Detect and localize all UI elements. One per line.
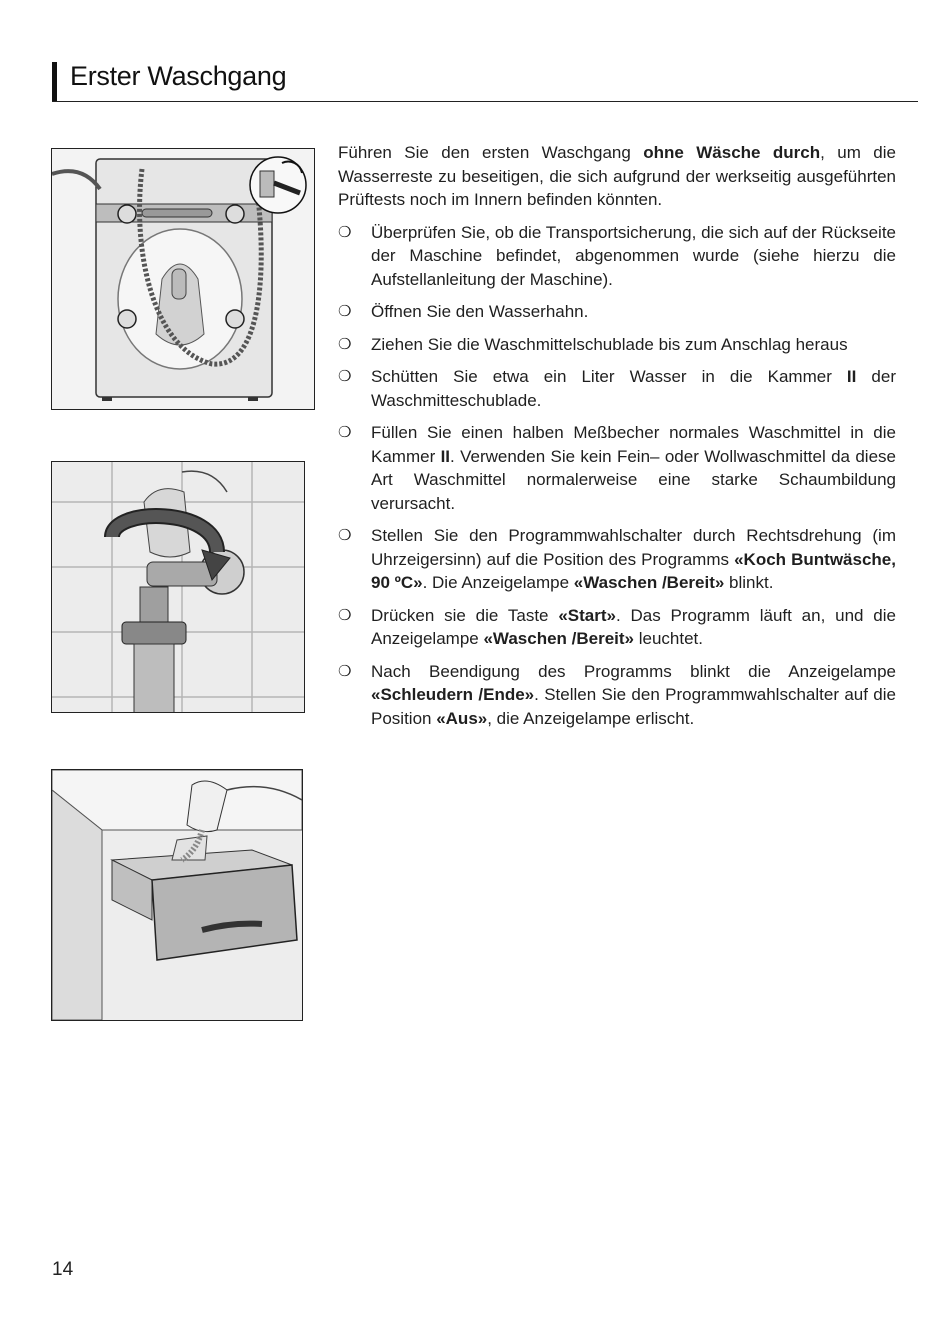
step-text: , die Anzeigelampe erlischt. (487, 708, 695, 728)
step-text: . Die Anzeigelampe (422, 573, 574, 592)
water-tap-illustration (52, 462, 304, 712)
page-number: 14 (52, 1259, 74, 1280)
bullet-circle-icon: ❍ (338, 223, 352, 241)
list-item (338, 604, 896, 651)
list-item (338, 524, 896, 595)
step-text: blinkt. (724, 573, 774, 592)
step-text: Überprüfen Sie, ob die Transportsicherung, die sich auf der Rückseite der Maschine befindet, abgenommen wurde (siehe hierzu die Aufstellanleitung der Maschine). (371, 222, 896, 289)
bullet-circle-icon: ❍ (338, 527, 352, 544)
step-text: Schütten Sie etwa ein Liter Wasser in die Kammer (371, 367, 847, 386)
intro-text: Führen Sie den ersten Waschgang (338, 143, 644, 162)
list-item (338, 660, 896, 731)
step-text: Ziehen Sie die Waschmittelschublade bis zum Anschlag heraus (371, 334, 848, 354)
step-emphasis: II (440, 446, 451, 466)
step-emphasis: «Aus» (436, 708, 488, 728)
washing-machine-back-illustration (52, 149, 314, 409)
bullet-circle-icon: ❍ (338, 335, 352, 353)
bullet-circle-icon: ❍ (338, 368, 352, 385)
step-emphasis: II (846, 367, 857, 386)
step-emphasis: «Waschen /Bereit» (483, 629, 635, 648)
list-item (338, 300, 896, 324)
title-rule (52, 101, 918, 102)
list-item (338, 365, 896, 412)
steps-list (338, 221, 896, 731)
step-emphasis: «Koch Buntwäsche, 90 ºC» (371, 549, 896, 592)
instructions-text (338, 141, 896, 739)
intro-emphasis: ohne Wäsche durch (643, 143, 821, 162)
step-text: . Das Programm läuft an, und die Anzeigelampe (371, 605, 896, 648)
bullet-circle-icon: ❍ (338, 662, 352, 680)
step-text: . Stellen Sie den Programmwahlschalter auf die Position (371, 685, 896, 728)
list-item (338, 221, 896, 292)
step-text: der Waschmitteschublade. (371, 367, 896, 410)
step-text: Öffnen Sie den Wasserhahn. (371, 302, 589, 321)
step-text: Nach Beendigung des Programms blinkt die Anzeigelampe (371, 661, 896, 681)
list-item (338, 421, 896, 515)
figure-water-tap (51, 461, 305, 713)
bullet-circle-icon: ❍ (338, 606, 352, 624)
title-marker (52, 62, 57, 102)
step-text: Füllen Sie einen halben Meßbecher normales Waschmittel in die Kammer (371, 423, 896, 466)
bullet-circle-icon: ❍ (338, 424, 352, 441)
figure-transport-safety (51, 148, 315, 410)
page-title: Erster Waschgang (70, 61, 287, 91)
step-emphasis: «Start» (558, 605, 616, 625)
bullet-circle-icon: ❍ (338, 303, 352, 320)
step-emphasis: «Waschen /Bereit» (573, 573, 725, 592)
detergent-drawer-illustration (52, 770, 302, 1020)
intro-text-end: , um die Wasserreste zu beseitigen, die sich aufgrund der werkseitig ausgeführten Prüftests noch im Innern befinden könnten. (338, 143, 896, 209)
step-emphasis: «Schleudern /Ende» (371, 685, 535, 704)
step-text: . Verwenden Sie kein Fein– oder Wollwaschmittel da diese Art Waschmittel normalerweise eine starke Schaumbildung verursacht. (371, 446, 896, 513)
intro-paragraph (338, 141, 896, 212)
figure-detergent-drawer (51, 769, 303, 1021)
step-text: Stellen Sie den Programmwahlschalter durch Rechtsdrehung (im Uhrzeigersinn) auf die Position des Programms (371, 526, 896, 569)
step-text: Drücken sie die Taste (371, 605, 559, 625)
step-text: leuchtet. (634, 629, 704, 648)
list-item (338, 333, 896, 357)
